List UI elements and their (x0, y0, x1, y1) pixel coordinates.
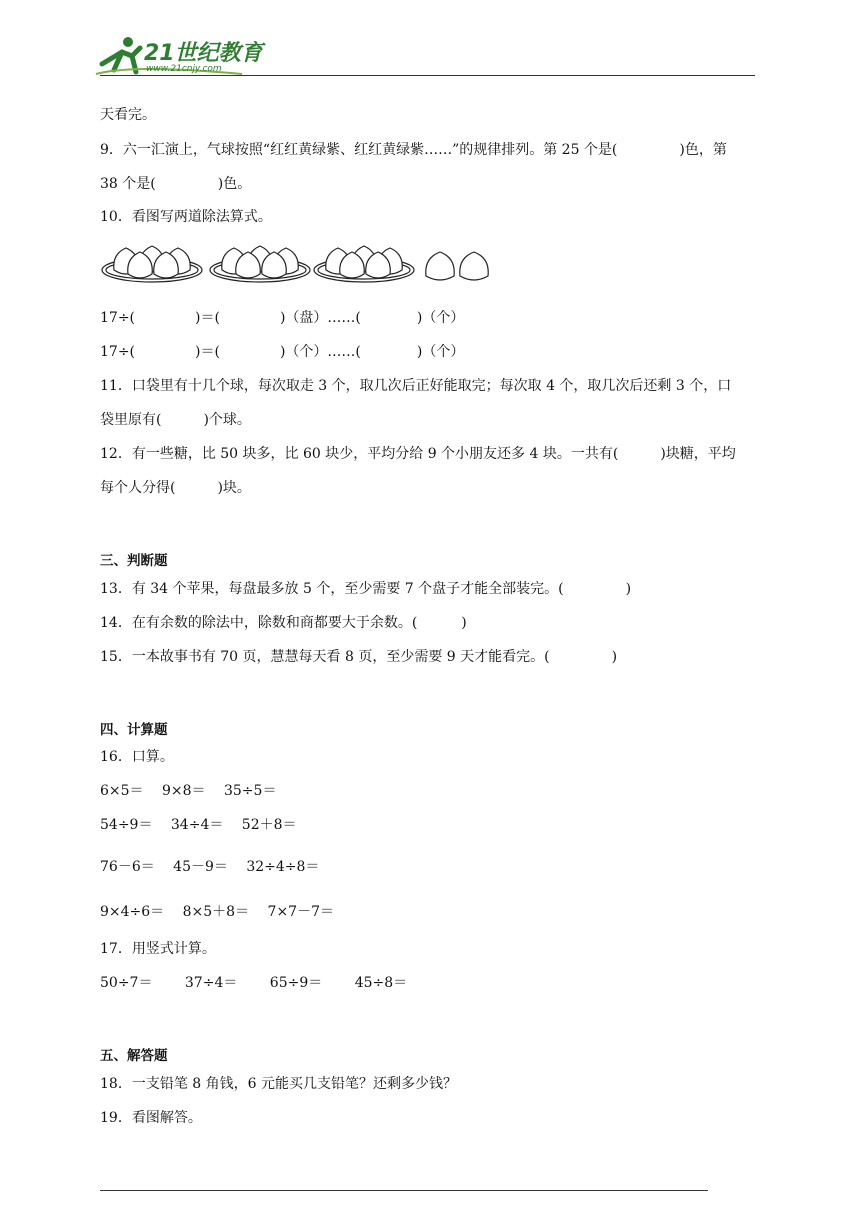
dumpling-icon (460, 252, 488, 280)
question-14 (100, 614, 467, 632)
q9-text-a: 9．六一汇演上，气球按照“红红黄绿紫、红红黄绿紫……”的规律排列。第 25 个是( (100, 142, 618, 158)
q9-text-d: )色。 (217, 176, 252, 192)
question-10: 10．看图写两道除法算式。 (100, 209, 272, 225)
vertical-calc-row: 50÷7＝ 37÷4＝ 65÷9＝ 45÷8＝ (100, 975, 408, 991)
equation-2 (100, 343, 464, 361)
question-19: 19．看图解答。 (100, 1110, 202, 1126)
q9-text-c: 38 个是( (100, 176, 156, 192)
q9-text-b: )色，第 (679, 142, 727, 158)
eq2-text-d: )（个） (416, 344, 465, 360)
section-heading-solve: 五、解答题 (100, 1048, 168, 1064)
question-13 (100, 580, 631, 598)
header-rule (100, 75, 755, 76)
mental-calc-row: 54÷9＝ 34÷4＝ 52＋8＝ (100, 817, 297, 833)
question-15 (100, 648, 617, 666)
equation-1 (100, 309, 464, 327)
question-11-line2 (100, 411, 251, 429)
eq2-text-a: 17÷( (100, 344, 136, 360)
eq1-text-b: )＝( (195, 310, 220, 326)
q13-text-a: 13．有 34 个苹果，每盘最多放 5 个，至少需要 7 个盘子才能全部装完。( (100, 581, 564, 597)
q15-text-a: 15．一本故事书有 70 页，慧慧每天看 8 页，至少需要 9 天才能看完。( (100, 649, 550, 665)
section-heading-calculation: 四、计算题 (100, 722, 168, 738)
question-17: 17．用竖式计算。 (100, 941, 216, 957)
eq1-text-c: )（盘）……( (279, 310, 361, 326)
eq1-text-d: )（个） (416, 310, 465, 326)
question-9-line1 (100, 141, 727, 159)
dumpling-plates-figure (100, 238, 500, 294)
question-11-line1: 11．口袋里有十几个球，每次取走 3 个，取几次后正好能取完；每次取 4 个，取几次后还剩 3 个，口 (100, 378, 732, 394)
q14-text-a: 14．在有余数的除法中，除数和商都要大于余数。( (100, 615, 418, 631)
eq2-text-b: )＝( (195, 344, 220, 360)
dumpling-icon (426, 252, 454, 280)
q11-text-b: 袋里原有( (100, 412, 162, 428)
mental-calc-row: 9×4÷6＝ 8×5＋8＝ 7×7－7＝ (100, 904, 334, 920)
logo-url-text: www.21cnjy.com (146, 64, 222, 74)
question-16: 16．口算。 (100, 749, 174, 765)
q14-text-b: ) (461, 615, 467, 631)
section-heading-judgment: 三、判断题 (100, 553, 168, 569)
question-18: 18．一支铅笔 8 角钱，6 元能买几支铅笔？还剩多少钱？ (100, 1076, 457, 1092)
q12-text-b: )块糖，平均 (660, 446, 736, 462)
q12-text-c: 每个人分得( (100, 480, 176, 496)
eq2-text-c: )（个）……( (279, 344, 361, 360)
question-9-line2 (100, 175, 251, 193)
q12-text-a: 12．有一些糖，比 50 块多，比 60 块少，平均分给 9 个小朋友还多 4 块。一共有( (100, 446, 619, 462)
q11-text-c: )个球。 (203, 412, 251, 428)
mental-calc-row: 6×5＝ 9×8＝ 35÷5＝ (100, 783, 277, 799)
footer-rule (100, 1190, 708, 1191)
eq1-text-a: 17÷( (100, 310, 136, 326)
q12-text-d: )块。 (217, 480, 251, 496)
q15-text-b: ) (611, 649, 618, 665)
mental-calc-row: 76－6＝ 45－9＝ 32÷4÷8＝ (100, 859, 320, 875)
logo-text: 21世纪教育 (144, 41, 263, 66)
question-12-line1 (100, 445, 736, 463)
question-12-line2 (100, 479, 251, 497)
text-line: 天看完。 (100, 107, 156, 123)
q13-text-b: ) (625, 581, 632, 597)
